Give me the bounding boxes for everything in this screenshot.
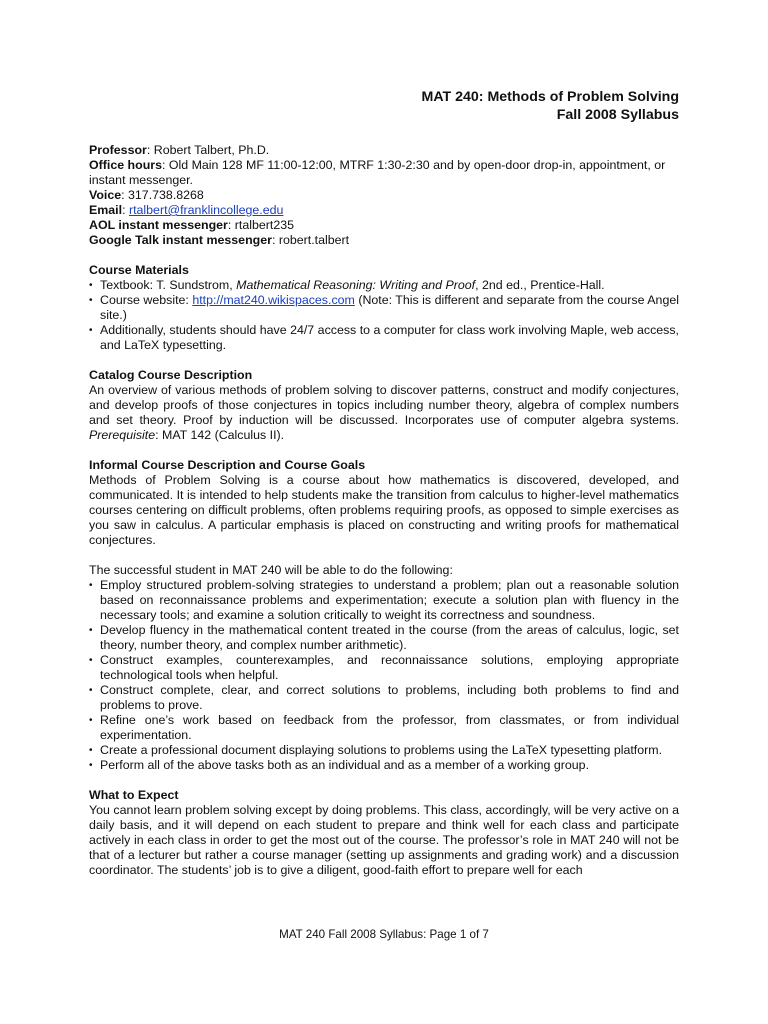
gtalk-line (89, 233, 679, 248)
list-item: • Perform all of the above tasks both as an individual and as a member of a working group. (89, 758, 679, 773)
catalog-description (89, 383, 679, 443)
catalog-body: An overview of various methods of problem solving to discover patterns, construct and modify conjectures, and develop proofs of those conjectures in topics including number theory, algebra of complex numbers and set theory. Proof by induction will be discussed. Incorporates use of computer algebra systems. (89, 383, 679, 427)
list-item: • Construct examples, counterexamples, and reconnaissance solutions, employing appropriate technological tools when helpful. (89, 653, 679, 683)
email-link[interactable]: rtalbert@franklincollege.edu (128, 203, 284, 217)
list-item: • Refine one’s work based on feedback from the professor, from classmates, or from individual experimentation. (89, 713, 679, 743)
website-prefix: Course website: (100, 293, 193, 307)
textbook-prefix: Textbook: T. Sundstrom, (100, 278, 237, 292)
gtalk-value: : robert.talbert (271, 233, 350, 247)
goals-intro: The successful student in MAT 240 will be able to do the following: (89, 563, 453, 577)
prerequisite-value: : MAT 142 (Calculus II). (155, 428, 285, 442)
list-item: • Construct complete, clear, and correct solutions to problems, including both problems to find and problems to prove. (89, 683, 679, 713)
course-title: MAT 240: Methods of Problem Solving (421, 89, 679, 105)
email-label: Email (89, 203, 123, 217)
informal-description-heading: Informal Course Description and Course Goals (89, 458, 366, 472)
textbook-suffix: , 2nd ed., Prentice-Hall. (475, 278, 605, 292)
course-materials-list (89, 278, 679, 353)
list-item: • Employ structured problem-solving strategies to understand a problem; plan out a reasonable solution based on reconnaissance problems and experimentation; execute a solution plan with fluency in the necessary tools; and examine a solution critically to weight its correctness and soundness. (89, 578, 679, 623)
website-suffix: (Note: This is different and separate from the course Angel site.) (100, 293, 679, 322)
contact-info (89, 143, 679, 248)
list-item: • Create a professional document displaying solutions to problems using the LaTeX typesetting platform. (89, 743, 679, 758)
page-footer: MAT 240 Fall 2008 Syllabus: Page 1 of 7 (279, 928, 489, 941)
office-hours-line (89, 158, 679, 188)
syllabus-page (89, 88, 679, 878)
professor-label: Professor (89, 143, 147, 157)
aol-value: : rtalbert235 (227, 218, 294, 232)
gtalk-label: Google Talk instant messenger (89, 233, 272, 247)
course-website-link[interactable]: http://mat240.wikispaces.com (192, 293, 355, 307)
spacer (89, 548, 679, 563)
voice-label: Voice (89, 188, 122, 202)
catalog-description-heading: Catalog Course Description (89, 368, 253, 382)
informal-description: Methods of Problem Solving is a course about how mathematics is discovered, developed, and communicated. It is intended to help students make the transition from calculus to higher-level mathematics courses centering on difficult problems, often problems requiring proofs, as opposed to simple exercises as you saw in calculus. A particular emphasis is placed on constructing and writing proofs for mathematical conjectures. (89, 473, 679, 547)
list-item (89, 278, 679, 293)
prerequisite-label: Prerequisite (89, 428, 156, 442)
email-line (89, 203, 679, 218)
voice-value: : 317.738.8268 (121, 188, 204, 202)
course-goals-list (89, 578, 679, 773)
list-item: • Develop fluency in the mathematical content treated in the course (from the areas of calculus, logic, set theory, number theory, and complex number arithmetic). (89, 623, 679, 653)
office-hours-label: Office hours (89, 158, 162, 172)
what-to-expect-body: You cannot learn problem solving except by doing problems. This class, accordingly, will be very active on a daily basis, and it will depend on each student to prepare and think well for each class and participate actively in each class in order to get the most out of the course. The professor’s role in MAT 240 will not be that of a lecturer but rather a course manager (setting up assignments and grading work) and a discussion coordinator. The students’ job is to give a diligent, good-faith effort to prepare well for each (89, 803, 679, 877)
list-item: • Additionally, students should have 24/7 access to a computer for class work involving Maple, web access, and LaTeX typesetting. (89, 323, 679, 353)
voice-line (89, 188, 679, 203)
what-to-expect-heading: What to Expect (89, 788, 179, 802)
aol-label: AOL instant messenger (89, 218, 228, 232)
email-separator: : (122, 203, 129, 217)
aol-line (89, 218, 679, 233)
office-hours-value: : Old Main 128 MF 11:00-12:00, MTRF 1:30-2:30 and by open-door drop-in, appointment, or instant messenger. (89, 158, 666, 187)
syllabus-subtitle: Fall 2008 Syllabus (556, 107, 679, 123)
document-header (89, 88, 679, 124)
course-materials-heading: Course Materials (89, 263, 189, 277)
list-item (89, 293, 679, 323)
textbook-title: Mathematical Reasoning: Writing and Proof (236, 278, 476, 292)
professor-line (89, 143, 679, 158)
professor-value: : Robert Talbert, Ph.D. (146, 143, 270, 157)
